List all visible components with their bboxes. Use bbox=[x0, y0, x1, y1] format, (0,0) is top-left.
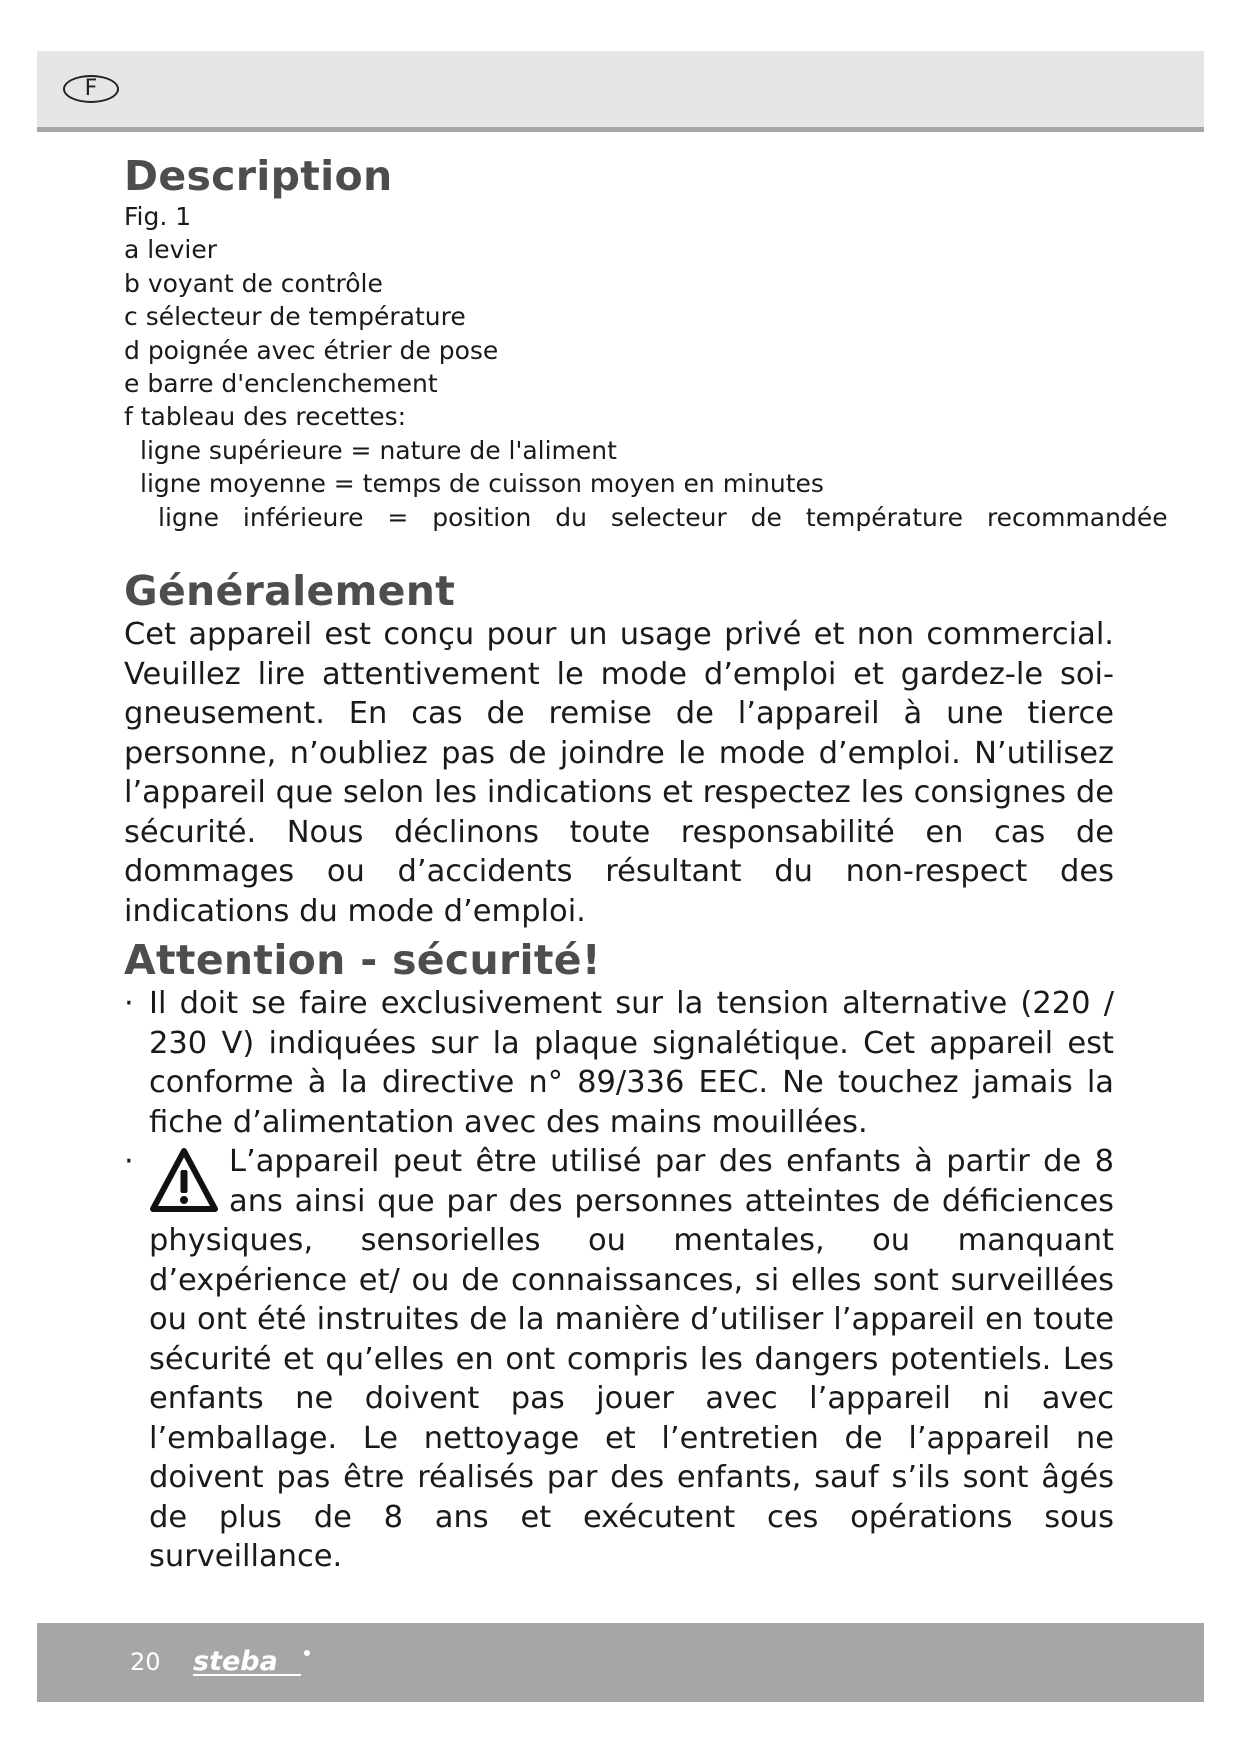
general-section bbox=[124, 567, 1114, 931]
safety-title: Attention - sécurité! bbox=[124, 936, 601, 984]
steba-logo bbox=[191, 1642, 316, 1682]
description-list bbox=[124, 200, 1168, 534]
page-number: 20 bbox=[130, 1648, 161, 1676]
list-item: f tableau des recettes: bbox=[124, 402, 407, 432]
list-item: d poignée avec étrier de pose bbox=[124, 335, 499, 365]
list-item: b voyant de contrôle bbox=[124, 268, 383, 298]
warning-triangle-icon bbox=[149, 1146, 219, 1216]
list-item: Fig. 1 bbox=[124, 202, 192, 231]
list-item: c sélecteur de température bbox=[124, 302, 466, 332]
safety-bullet-text: Il doit se faire exclusivement sur la tension alternative (220 / 230 V) indiquées sur la plaque signalétique. Cet appareil est conforme à la directive n° 89/336 EEC. Ne touchez jamais la fiche d’alimentation avec des mains mouillées. bbox=[149, 986, 1114, 1140]
list-item: ligne inférieure = position du selecteur de température recommandée bbox=[158, 502, 1168, 532]
description-title: Description bbox=[124, 152, 393, 200]
safety-section bbox=[124, 936, 1114, 1577]
safety-bullet bbox=[124, 984, 1114, 1142]
safety-bullet-text: L’appareil peut être utilisé par des enfants à partir de 8 ans ainsi que par des personnes atteintes de déficiences physiques, sensorielles ou mentales, ou manquant d’expérience et/ ou de connaissances, si elles sont surveillées ou ont été instruites de la manière d’utiliser l’appareil en toute sécurité et qu’elles en ont compris les dangers potentiels. Les enfants ne doivent pas jouer avec l’appareil ni avec l’emballage. Le nettoyage et l’entretien de l’appareil ne doivent pas être réalisés par des enfants, sauf s’ils sont âgés de plus de 8 ans et exécutent ces opérations sous surveillance. bbox=[149, 1144, 1114, 1574]
list-item: ligne moyenne = temps de cuisson moyen en minutes bbox=[140, 469, 824, 499]
list-item: ligne supérieure = nature de l'aliment bbox=[140, 435, 617, 465]
bullet-dot: · bbox=[124, 1144, 134, 1179]
description-section bbox=[124, 152, 1168, 534]
general-paragraph: Cet appareil est conçu pour un usage privé et non commercial. Veuillez lire attentivement le mode d’emploi et gardez-le soigneusement. En cas de remise de l’appareil à une tierce personne, n’oubliez pas de joindre le mode d’emploi. N’utilisez l’appareil que selon les indications et respectez les consignes de sécurité. Nous déclinons toute responsabilité en cas de dommages ou d’accidents résultant du non-respect des indications du mode d’emploi. bbox=[124, 617, 1114, 929]
bullet-dot: · bbox=[124, 986, 134, 1021]
language-badge: F bbox=[63, 75, 119, 103]
logo-text: steba bbox=[193, 1646, 278, 1677]
safety-bullet bbox=[124, 1142, 1114, 1577]
footer-band bbox=[37, 1623, 1204, 1702]
list-item: e barre d'enclenchement bbox=[124, 369, 438, 399]
list-item: a levier bbox=[124, 235, 217, 265]
general-title: Généralement bbox=[124, 567, 456, 615]
header-band bbox=[37, 51, 1204, 132]
